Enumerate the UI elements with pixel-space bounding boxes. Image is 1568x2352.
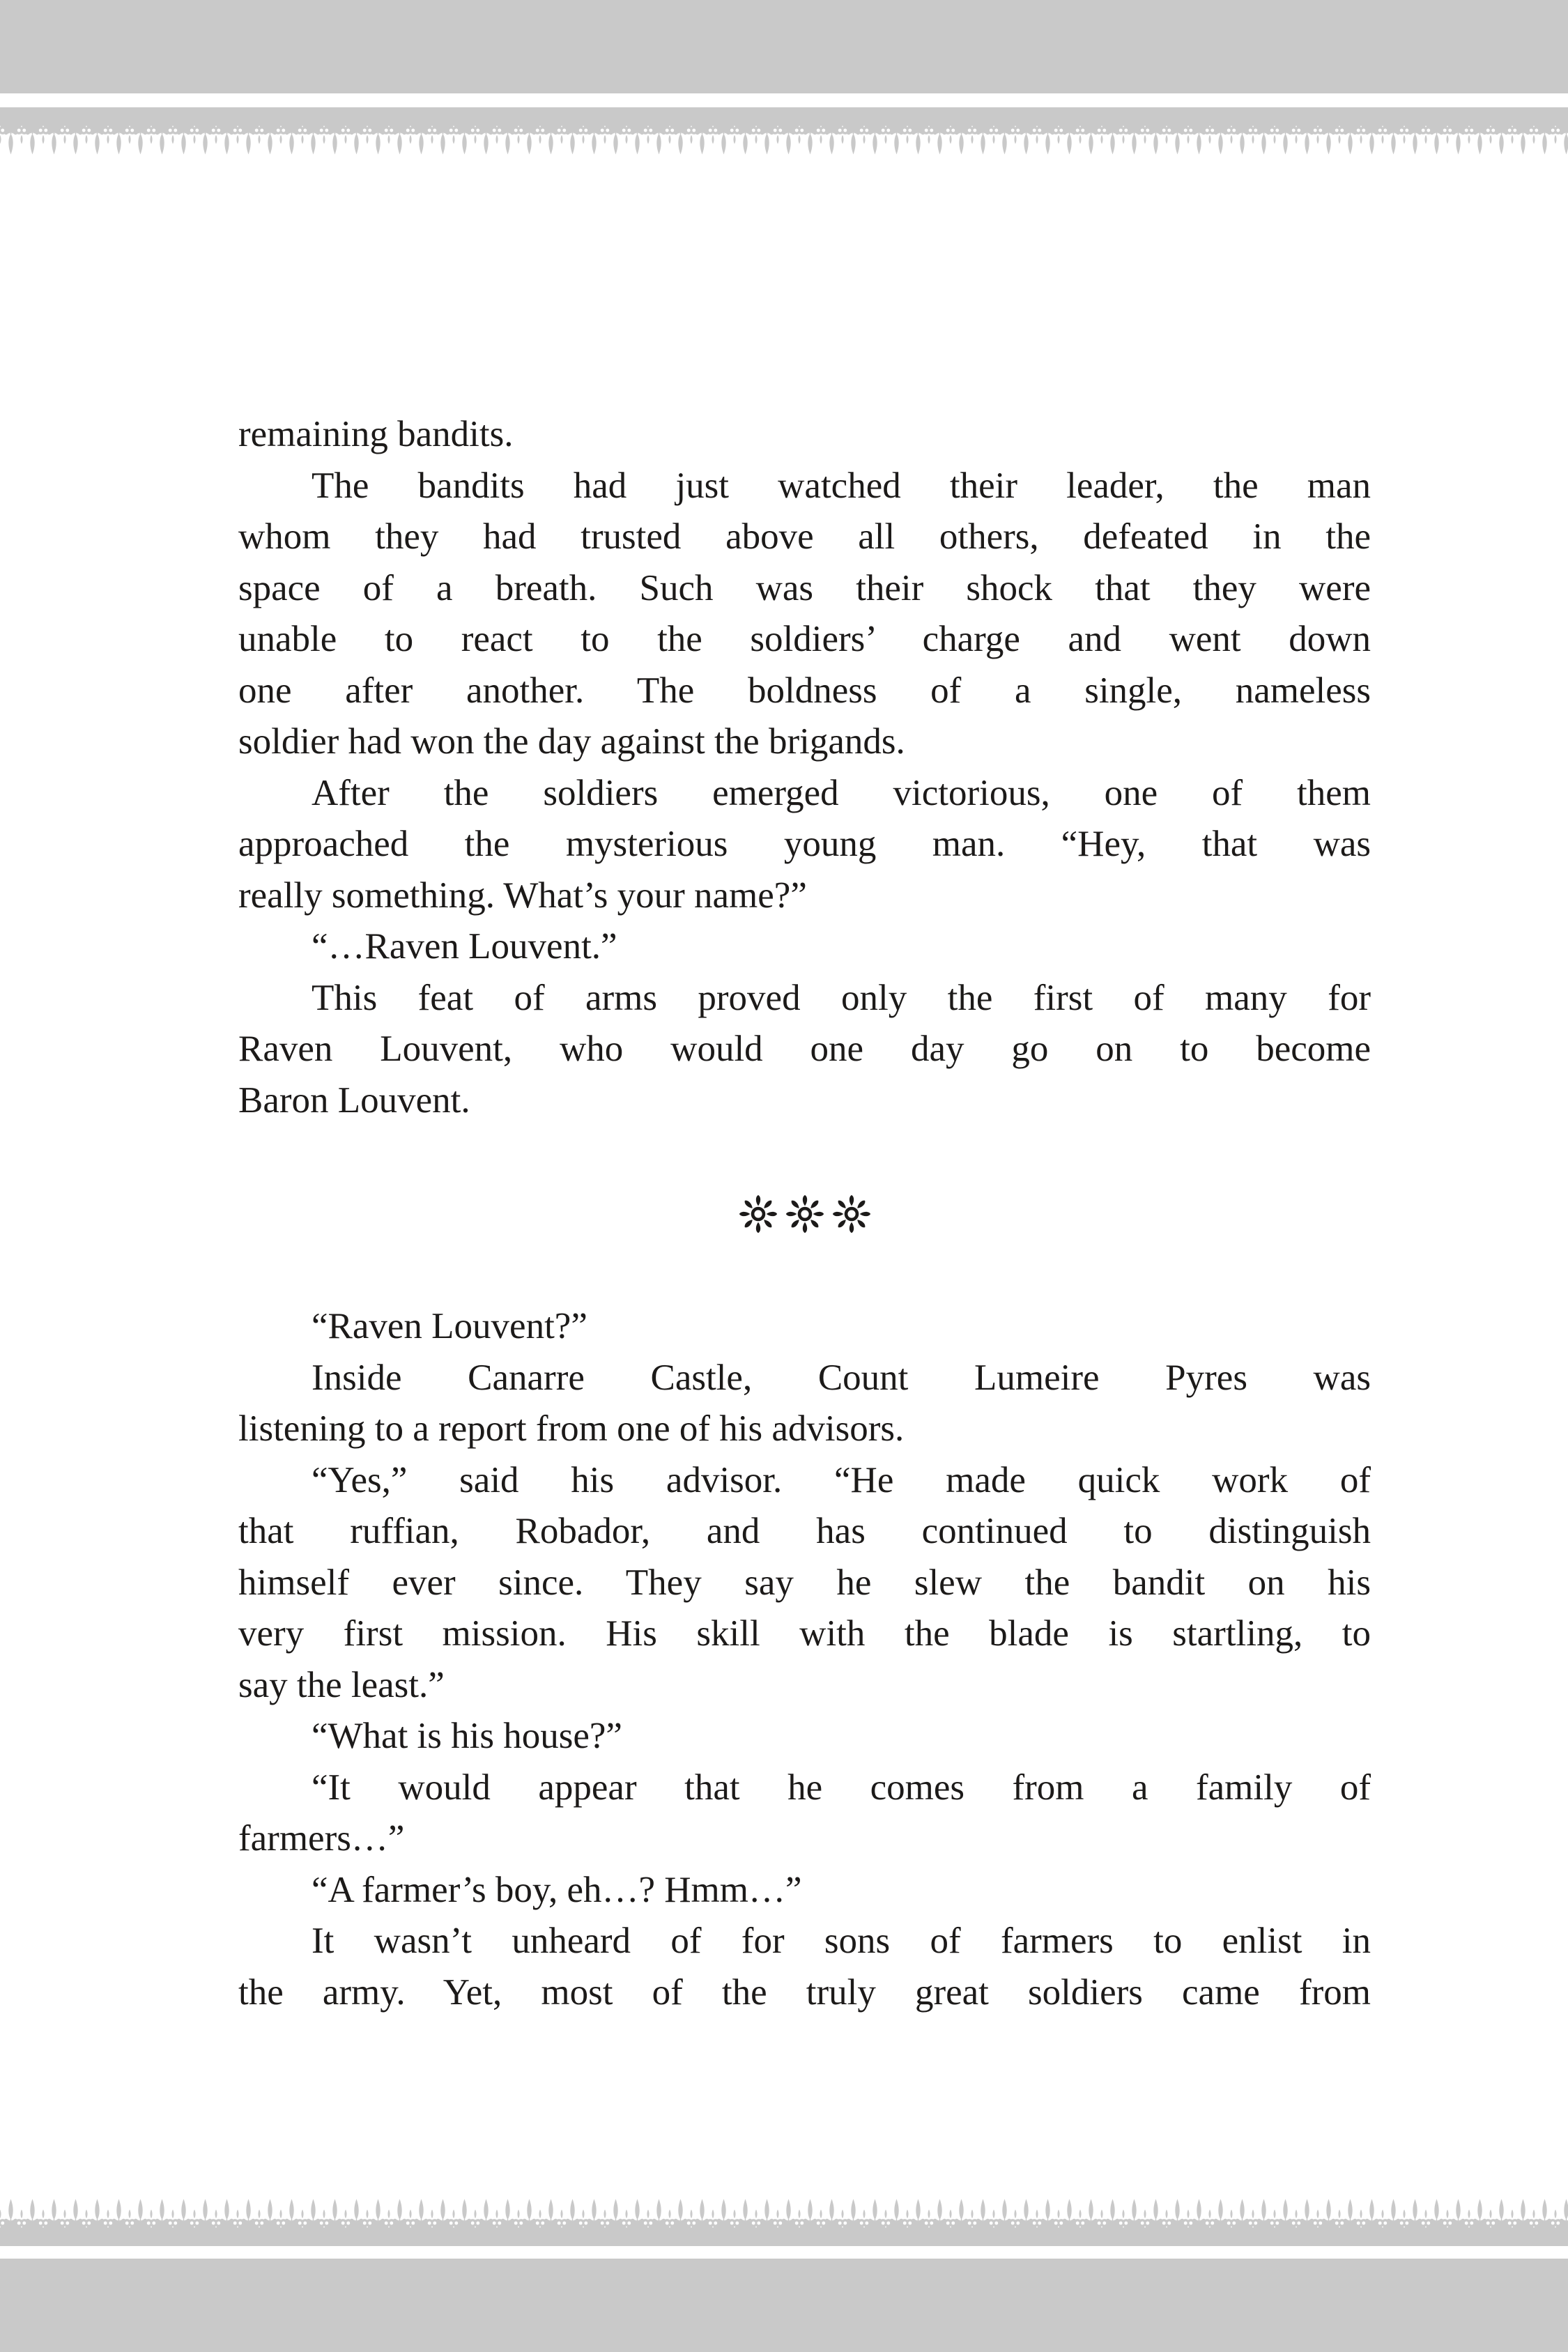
text-line: It wasn’t unheard of for sons of farmers to enlist in (312, 1921, 1371, 1961)
text-line: “Yes,” said his advisor. “He made quick work of (312, 1459, 1371, 1500)
top-gray-strip (0, 107, 1568, 123)
text-line: farmers…” (238, 1818, 405, 1859)
paragraph (238, 1455, 1371, 1712)
text-line: himself ever since. They say he slew the bandit on his (238, 1562, 1371, 1603)
text-line: that ruffian, Robador, and has continued to distinguish (238, 1511, 1371, 1551)
text-line: “A farmer’s boy, eh…? Hmm…” (312, 1869, 802, 1910)
text-line: Raven Louvent, who would one day go on to become (238, 1029, 1371, 1069)
text-line: soldier had won the day against the brigands. (238, 721, 905, 762)
text-line: This feat of arms proved only the first of many for (312, 977, 1371, 1018)
paragraph (238, 409, 1371, 461)
text-line: The bandits had just watched their leader, the man (312, 465, 1371, 506)
text-line: say the least.” (238, 1664, 445, 1705)
paragraph (238, 921, 1371, 973)
text-line: listening to a report from one of his advisors. (238, 1408, 905, 1449)
paragraph (238, 1916, 1371, 2018)
text-line: Baron Louvent. (238, 1079, 470, 1121)
flower-ornament-icon (831, 1194, 872, 1234)
paragraph (238, 1865, 1371, 1916)
text-line: “…Raven Louvent.” (312, 926, 617, 967)
text-line: Inside Canarre Castle, Count Lumeire Pyres was (312, 1357, 1371, 1398)
paragraph (238, 768, 1371, 922)
lace-trim-bottom-icon (0, 2193, 1568, 2231)
lace-trim-top-icon (0, 123, 1568, 160)
paragraph (238, 1301, 1371, 1353)
text-line: approached the mysterious young man. “Hey, that was (238, 824, 1371, 864)
flower-ornament-icon (738, 1194, 778, 1234)
text-line: really something. What’s your name?” (238, 875, 807, 916)
text-line: very first mission. His skill with the blade is startling, to (238, 1613, 1371, 1654)
section-divider (238, 1126, 1371, 1301)
paragraph (238, 973, 1371, 1127)
paragraph (238, 1762, 1371, 1865)
paragraph (238, 1711, 1371, 1762)
text-line: the army. Yet, most of the truly great soldiers came from (238, 1971, 1371, 2013)
text-line: space of a breath. Such was their shock that they were (238, 567, 1371, 608)
text-line: remaining bandits. (238, 414, 514, 454)
flower-ornament-icon (785, 1194, 825, 1234)
page-text-section-1 (238, 409, 1371, 1126)
text-line: whom they had trusted above all others, defeated in the (238, 516, 1371, 557)
text-line: one after another. The boldness of a single, nameless (238, 670, 1371, 711)
paragraph (238, 1353, 1371, 1455)
text-line: “What is his house?” (312, 1716, 622, 1756)
paragraph (238, 461, 1371, 768)
page-text (238, 409, 1371, 2018)
text-line: “It would appear that he comes from a family of (312, 1767, 1371, 1808)
top-gray-band (0, 0, 1568, 93)
bottom-gray-band (0, 2259, 1568, 2352)
bottom-gray-strip (0, 2231, 1568, 2246)
text-line: unable to react to the soldiers’ charge and went down (238, 619, 1371, 659)
text-line: “Raven Louvent?” (312, 1306, 587, 1346)
text-line: After the soldiers emerged victorious, one of them (312, 772, 1371, 813)
page-text-section-2 (238, 1301, 1371, 2018)
